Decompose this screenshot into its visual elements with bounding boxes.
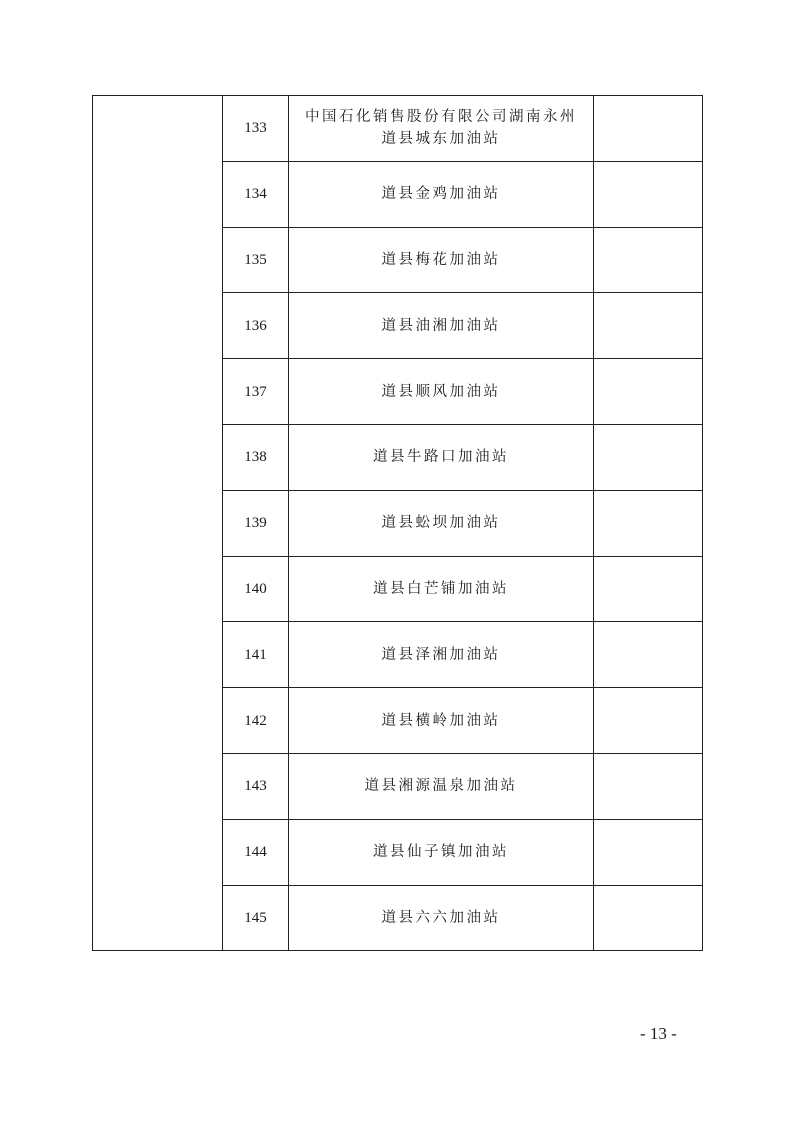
remarks-cell (594, 424, 703, 490)
station-table-body (93, 96, 703, 951)
row-number-cell: 141 (223, 622, 289, 688)
row-number-cell: 135 (223, 227, 289, 293)
remarks-cell (594, 96, 703, 162)
row-number-cell: 140 (223, 556, 289, 622)
remarks-cell (594, 161, 703, 227)
row-number-cell: 144 (223, 819, 289, 885)
remarks-cell (594, 753, 703, 819)
table-row (93, 96, 703, 162)
category-cell (93, 96, 223, 951)
station-name-cell: 道县白芒铺加油站 (289, 556, 594, 622)
row-number-cell: 139 (223, 490, 289, 556)
remarks-cell (594, 885, 703, 951)
remarks-cell (594, 688, 703, 754)
remarks-cell (594, 227, 703, 293)
station-name-cell: 道县顺风加油站 (289, 359, 594, 425)
row-number-cell: 142 (223, 688, 289, 754)
remarks-cell (594, 490, 703, 556)
row-number-cell: 136 (223, 293, 289, 359)
station-name-cell: 道县六六加油站 (289, 885, 594, 951)
station-name-cell: 道县蚣坝加油站 (289, 490, 594, 556)
remarks-cell (594, 819, 703, 885)
row-number-cell: 137 (223, 359, 289, 425)
station-name-cell: 道县横岭加油站 (289, 688, 594, 754)
station-name-cell: 道县梅花加油站 (289, 227, 594, 293)
station-name-cell: 道县湘源温泉加油站 (289, 753, 594, 819)
remarks-cell (594, 556, 703, 622)
row-number-cell: 138 (223, 424, 289, 490)
row-number-cell: 143 (223, 753, 289, 819)
station-name-cell: 道县泽湘加油站 (289, 622, 594, 688)
station-name-cell: 道县仙子镇加油站 (289, 819, 594, 885)
row-number-cell: 145 (223, 885, 289, 951)
station-name-cell: 中国石化销售股份有限公司湖南永州道县城东加油站 (289, 96, 594, 162)
station-table (92, 95, 703, 951)
station-name-cell: 道县牛路口加油站 (289, 424, 594, 490)
remarks-cell (594, 293, 703, 359)
station-table-wrap (92, 95, 702, 951)
station-name-cell: 道县油湘加油站 (289, 293, 594, 359)
row-number-cell: 133 (223, 96, 289, 162)
station-name-cell: 道县金鸡加油站 (289, 161, 594, 227)
page-number: - 13 - (640, 1024, 677, 1043)
remarks-cell (594, 622, 703, 688)
row-number-cell: 134 (223, 161, 289, 227)
remarks-cell (594, 359, 703, 425)
